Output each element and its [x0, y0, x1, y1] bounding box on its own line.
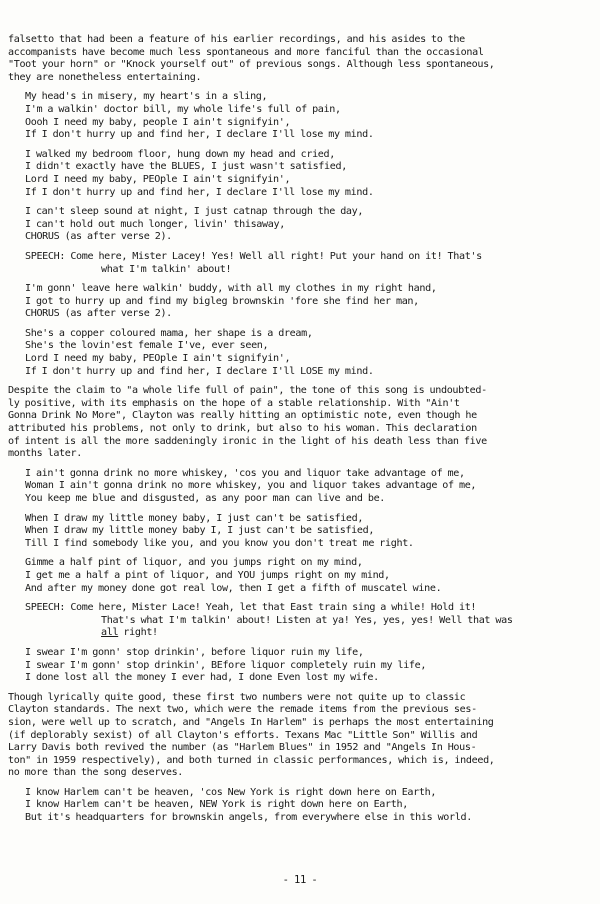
lyric-line: I'm a walkin' doctor bill, my whole life's full of pain, [25, 103, 341, 115]
speech-block [25, 602, 548, 640]
lyric-line: CHORUS (as after verse 2). [25, 231, 172, 243]
intro-paragraph [8, 34, 548, 84]
lyric-line: Lord I need my baby, PEOple I ain't signifyin', [25, 353, 291, 365]
text-line: Despite the claim to "a whole life full of pain", the tone of this song is undoubted- [8, 385, 487, 397]
lyric-line: Gimme a half pint of liquor, and you jumps right on my mind, [25, 557, 363, 569]
lyric-stanza [25, 647, 548, 685]
lyric-stanza [25, 787, 548, 825]
speech-line: what I'm talkin' about! [101, 263, 232, 275]
lyric-line: I didn't exactly have the BLUES, I just wasn't satisfied, [25, 161, 347, 173]
speech-block [25, 251, 548, 276]
lyric-stanza [25, 206, 548, 244]
text-line: sion, were well up to scratch, and "Angels In Harlem" is perhaps the most entertaining [8, 716, 494, 728]
text-line: falsetto that had been a feature of his earlier recordings, and his asides to the [8, 34, 465, 45]
lyric-line: I got to hurry up and find my bigleg brownskin 'fore she find her man, [25, 295, 419, 307]
text-line: Though lyrically quite good, these first two numbers were not quite up to classic [8, 691, 466, 703]
text-line: (if deplorably sexist) of all Clayton's efforts. Texans Mac "Little Son" Willis and [8, 729, 478, 741]
lyric-line: Oooh I need my baby, people I ain't signifyin', [25, 116, 291, 128]
lyric-line: When I draw my little money baby, I just can't be satisfied, [25, 512, 364, 524]
lyric-stanza [25, 328, 548, 378]
text-line: Larry Davis both revived the number (as "Harlem Blues" in 1952 and "Angels In Hous- [8, 742, 477, 754]
lyric-stanza [25, 91, 548, 141]
lyric-stanza [25, 149, 548, 199]
speech-line: That's what I'm talkin' about! Listen at ya! Yes, yes, yes! Well that was [101, 614, 513, 626]
lyric-line: If I don't hurry up and find her, I declare I'll lose my mind. [25, 186, 374, 198]
lyric-line: I can't hold out much longer, livin' thisaway, [25, 218, 285, 230]
lyric-line: Woman I ain't gonna drink no more whiskey, you and liquor takes advantage of me, [25, 480, 477, 492]
speech-end-text: right! [118, 627, 158, 639]
lyric-line: I know Harlem can't be heaven, NEW York is right down here on Earth, [25, 799, 408, 811]
lyric-line: I done lost all the money I ever had, I done Even lost my wife. [25, 672, 379, 684]
lyric-line: I walked my bedroom floor, hung down my head and cried, [25, 148, 335, 160]
speech-line [25, 627, 548, 640]
lyric-line: I know Harlem can't be heaven, 'cos New York is right down here on Earth, [25, 786, 437, 798]
text-line: of intent is all the more saddeningly ironic in the light of his death less than five [8, 435, 487, 447]
lyric-line: I ain't gonna drink no more whiskey, 'cos you and liquor take advantage of me, [25, 467, 465, 479]
middle-paragraph [8, 385, 548, 461]
lyric-stanza [25, 513, 548, 551]
lyric-line: She's the lovin'est female I've, ever seen, [25, 340, 269, 352]
lyric-line: Lord I need my baby, PEOple I ain't signifyin', [25, 173, 291, 185]
text-line: Gonna Drink No More", Clayton was really hitting an optimistic note, even though he [8, 410, 477, 422]
lyric-line: I swear I'm gonn' stop drinkin', before liquor ruin my life, [25, 646, 364, 658]
lyric-stanza [25, 557, 548, 595]
lyric-stanza [25, 468, 548, 506]
text-line: months later. [8, 448, 82, 460]
text-line: they are nonetheless entertaining. [8, 71, 202, 83]
lyric-stanza [25, 283, 548, 321]
lyric-line: She's a copper coloured mama, her shape is a dream, [25, 327, 313, 339]
speech-line: SPEECH: Come here, Mister Lace! Yeah, let that East train sing a while! Hold it! [25, 602, 477, 614]
text-line: ton" in 1959 respectively), and both turned in classic performances, which is, indeed, [8, 754, 495, 766]
page-number: - 11 - [282, 874, 318, 886]
text-line: accompanists have become much less spontaneous and more fanciful than the occasional [8, 46, 484, 58]
text-line: "Toot your horn" or "Knock yourself out" of previous songs. Although less spontaneous, [8, 59, 495, 71]
lyric-line: I'm gonn' leave here walkin' buddy, with all my clothes in my right hand, [25, 283, 437, 295]
lyric-line: And after my money done got real low, then I get a fifth of muscatel wine. [25, 582, 442, 594]
lyric-line: My head's in misery, my heart's in a sling, [25, 91, 268, 103]
text-line: Clayton standards. The next two, which were the remade items from the previous ses- [8, 704, 477, 716]
lyric-line: I get me a half a pint of liquor, and YOU jumps right on my mind, [25, 569, 390, 581]
lyric-line: I swear I'm gonn' stop drinkin', BEfore liquor completely ruin my life, [25, 659, 427, 671]
lyric-line: You keep me blue and disgusted, as any poor man can live and be. [25, 493, 386, 504]
lyric-line: If I don't hurry up and find her, I declare I'll lose my mind. [25, 129, 374, 141]
lyric-line: If I don't hurry up and find her, I declare I'll LOSE my mind. [25, 365, 374, 377]
text-line: no more than the song deserves. [8, 767, 184, 779]
lyric-line: I can't sleep sound at night, I just catnap through the day, [25, 206, 364, 218]
lyric-line: CHORUS (as after verse 2). [25, 308, 172, 320]
lyric-line: But it's headquarters for brownskin angels, from everywhere else in this world. [25, 812, 472, 824]
lyric-line: Till I find somebody like you, and you know you don't treat me right. [25, 537, 414, 549]
speech-line: SPEECH: Come here, Mister Lacey! Yes! Well all right! Put your hand on it! That's [25, 250, 482, 262]
lyric-line: When I draw my little money baby I, I just can't be satisfied, [25, 525, 375, 537]
text-line: attributed his problems, not only to drink, but also to his woman. This declaration [8, 423, 477, 435]
text-line: ly positive, with its emphasis on the hope of a stable relationship. With "Ain't [8, 397, 460, 409]
underlined-word: all [101, 627, 119, 639]
closing-paragraph [8, 692, 548, 780]
